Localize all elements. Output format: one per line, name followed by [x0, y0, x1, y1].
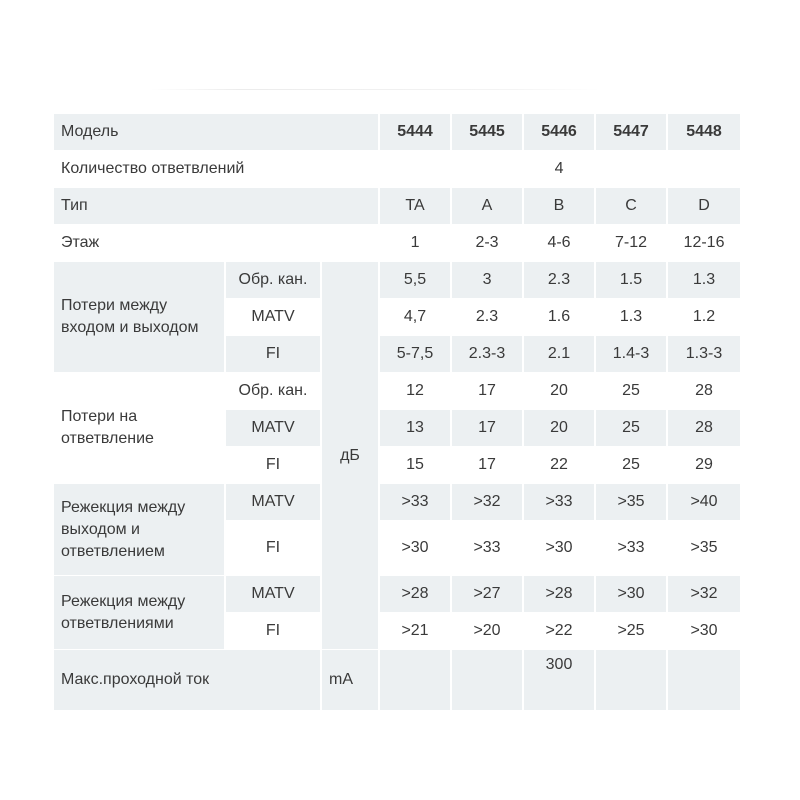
loss-io-value: 5-7,5	[380, 336, 452, 373]
loss-io-sub: MATV	[226, 299, 322, 336]
model-5445: 5445	[452, 114, 524, 151]
row-current	[54, 650, 740, 711]
loss-tap-value: 25	[596, 447, 668, 484]
floor-value: 4-6	[524, 225, 596, 262]
type-label: Тип	[54, 188, 380, 225]
loss-io-value: 1.5	[596, 262, 668, 299]
row-loss-io-1	[54, 262, 740, 299]
loss-io-value: 1.3-3	[668, 336, 740, 373]
loss-io-value: 1.3	[668, 262, 740, 299]
loss-tap-sub: FI	[226, 447, 322, 484]
row-rej-taps-1	[54, 576, 740, 613]
rej-out-tap-value: >32	[452, 484, 524, 521]
rej-taps-sub: FI	[226, 613, 322, 650]
loss-tap-value: 20	[524, 373, 596, 410]
outputs-label: Количество ответвлений	[54, 151, 380, 188]
floor-value: 12-16	[668, 225, 740, 262]
loss-io-value: 2.3-3	[452, 336, 524, 373]
loss-io-value: 3	[452, 262, 524, 299]
loss-io-value: 5,5	[380, 262, 452, 299]
type-value: C	[596, 188, 668, 225]
row-rej-out-tap-1	[54, 484, 740, 521]
rej-out-tap-value: >33	[596, 521, 668, 576]
rej-out-tap-value: >30	[524, 521, 596, 576]
rej-taps-value: >30	[596, 576, 668, 613]
type-value: A	[452, 188, 524, 225]
type-value: TA	[380, 188, 452, 225]
loss-tap-sub: Обр. кан.	[226, 373, 322, 410]
rej-out-tap-value: >33	[524, 484, 596, 521]
floor-value: 1	[380, 225, 452, 262]
model-5444: 5444	[380, 114, 452, 151]
loss-tap-value: 22	[524, 447, 596, 484]
loss-io-value: 4,7	[380, 299, 452, 336]
rej-taps-label: Режекция между ответвлениями	[54, 576, 226, 650]
loss-tap-value: 17	[452, 410, 524, 447]
model-5447: 5447	[596, 114, 668, 151]
loss-tap-value: 29	[668, 447, 740, 484]
rej-out-tap-value: >33	[380, 484, 452, 521]
current-label: Макс.проходной ток	[54, 650, 322, 711]
row-floor	[54, 225, 740, 262]
outputs-value: 4	[524, 151, 596, 188]
rej-taps-value: >28	[524, 576, 596, 613]
rej-out-tap-sub: MATV	[226, 484, 322, 521]
row-type	[54, 188, 740, 225]
specs-table	[54, 114, 740, 711]
loss-io-value: 1.2	[668, 299, 740, 336]
loss-io-value: 2.3	[524, 262, 596, 299]
loss-io-label: Потери между входом и выходом	[54, 262, 226, 373]
rej-out-tap-value: >35	[596, 484, 668, 521]
loss-io-sub: FI	[226, 336, 322, 373]
loss-tap-value: 28	[668, 410, 740, 447]
rej-taps-value: >21	[380, 613, 452, 650]
loss-io-sub: Обр. кан.	[226, 262, 322, 299]
floor-value: 2-3	[452, 225, 524, 262]
loss-tap-value: 25	[596, 373, 668, 410]
rej-out-tap-value: >35	[668, 521, 740, 576]
floor-value: 7-12	[596, 225, 668, 262]
rej-out-tap-sub: FI	[226, 521, 322, 576]
rej-out-tap-value: >30	[380, 521, 452, 576]
rej-out-tap-value: >33	[452, 521, 524, 576]
loss-tap-value: 28	[668, 373, 740, 410]
row-outputs	[54, 151, 740, 188]
top-faint-line	[150, 89, 600, 90]
loss-io-value: 1.4-3	[596, 336, 668, 373]
current-value: 300	[524, 650, 596, 711]
loss-tap-value: 17	[452, 373, 524, 410]
type-value: D	[668, 188, 740, 225]
rej-out-tap-label: Режекция между выходом и ответвлением	[54, 484, 226, 576]
current-unit: mA	[322, 650, 380, 711]
loss-tap-sub: MATV	[226, 410, 322, 447]
loss-io-value: 2.1	[524, 336, 596, 373]
model-5448: 5448	[668, 114, 740, 151]
loss-tap-value: 13	[380, 410, 452, 447]
unit-db: дБ	[322, 262, 380, 650]
loss-tap-value: 17	[452, 447, 524, 484]
loss-tap-value: 15	[380, 447, 452, 484]
rej-taps-value: >27	[452, 576, 524, 613]
rej-taps-value: >25	[596, 613, 668, 650]
rej-taps-value: >32	[668, 576, 740, 613]
type-value: B	[524, 188, 596, 225]
floor-label: Этаж	[54, 225, 380, 262]
row-model	[54, 114, 740, 151]
model-label: Модель	[54, 114, 380, 151]
rej-taps-value: >28	[380, 576, 452, 613]
model-5446: 5446	[524, 114, 596, 151]
loss-tap-value: 12	[380, 373, 452, 410]
rej-taps-value: >30	[668, 613, 740, 650]
rej-taps-sub: MATV	[226, 576, 322, 613]
loss-tap-value: 25	[596, 410, 668, 447]
rej-out-tap-value: >40	[668, 484, 740, 521]
loss-io-value: 1.3	[596, 299, 668, 336]
loss-tap-value: 20	[524, 410, 596, 447]
rej-taps-value: >20	[452, 613, 524, 650]
rej-taps-value: >22	[524, 613, 596, 650]
loss-io-value: 1.6	[524, 299, 596, 336]
loss-tap-label: Потери на ответвление	[54, 373, 226, 484]
row-loss-tap-1	[54, 373, 740, 410]
loss-io-value: 2.3	[452, 299, 524, 336]
